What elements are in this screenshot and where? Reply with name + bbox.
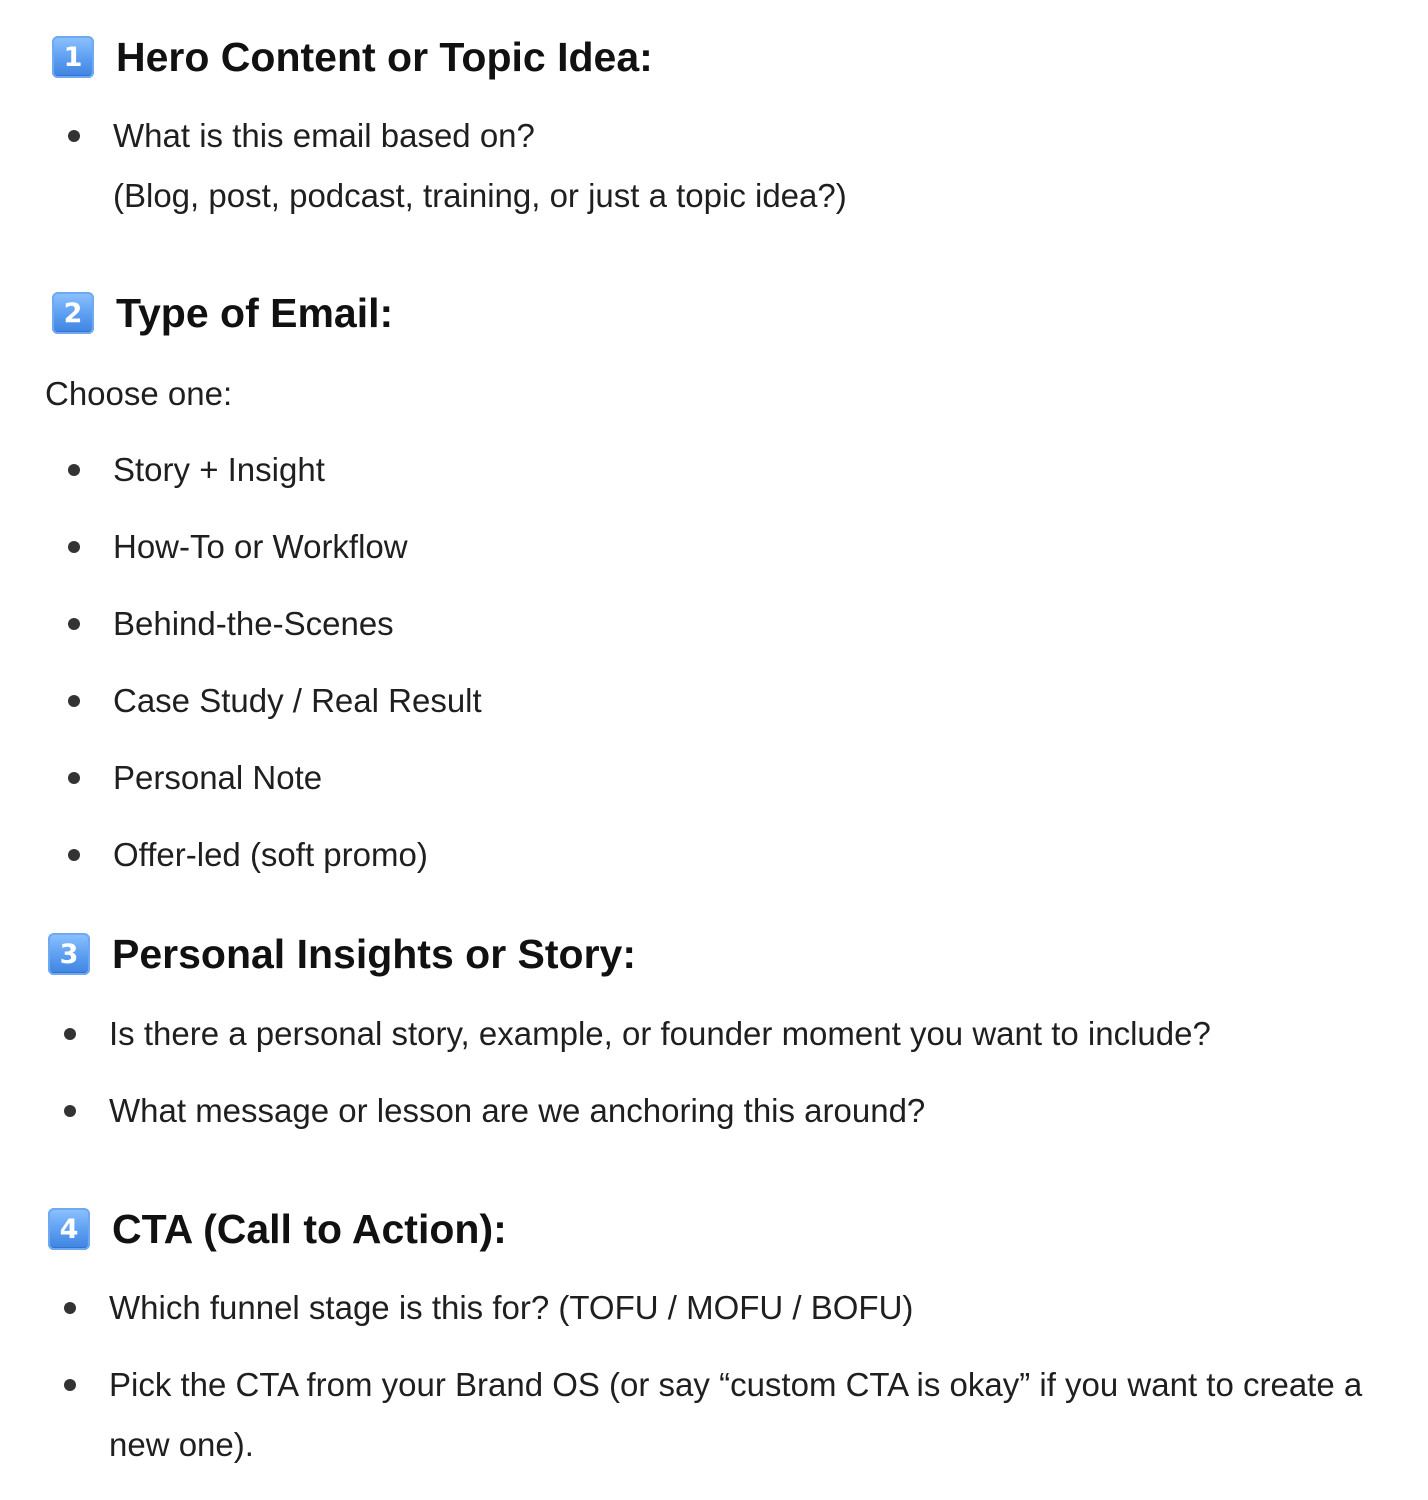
list-item-text: Case Study / Real Result: [113, 682, 482, 719]
section-title: Type of Email:: [116, 289, 394, 336]
bullet-icon: [64, 1302, 76, 1314]
bullet-icon: [64, 1105, 76, 1117]
list-item-text: Behind-the-Scenes: [113, 605, 394, 642]
list-item: [0, 527, 1428, 567]
list-item-text: How-To or Workflow: [113, 528, 408, 565]
keycap-number-3-icon: 3: [48, 933, 90, 975]
keycap-number-2-icon: 2: [52, 292, 94, 334]
bullet-icon: [68, 695, 80, 707]
list-item: [0, 116, 1428, 156]
bullet-icon: [68, 130, 80, 142]
section-heading-cta: [48, 1205, 507, 1252]
bullet-icon: [68, 849, 80, 861]
list-item-text: Which funnel stage is this for? (TOFU / MOFU / BOFU): [109, 1289, 914, 1326]
bullet-icon: [68, 464, 80, 476]
list-item: [0, 835, 1428, 875]
section-heading-type-of-email: [52, 289, 394, 336]
bullet-icon: [68, 772, 80, 784]
list-item: [0, 1091, 1428, 1131]
list-item: [0, 604, 1428, 644]
list-item: [0, 1365, 1428, 1405]
list-item-text: Personal Note: [113, 759, 323, 796]
list-item: [0, 450, 1428, 490]
list-item: [0, 681, 1428, 721]
list-item-text: What message or lesson are we anchoring this around?: [109, 1092, 926, 1129]
list-item: [0, 1014, 1428, 1054]
list-item: [0, 758, 1428, 798]
section-heading-personal-insights: [48, 930, 636, 977]
list-item-continuation: (Blog, post, podcast, training, or just a topic idea?): [113, 177, 847, 214]
keycap-number-4-icon: 4: [48, 1208, 90, 1250]
bullet-icon: [68, 541, 80, 553]
bullet-icon: [64, 1028, 76, 1040]
list-item-text: Story + Insight: [113, 451, 325, 488]
bullet-icon: [68, 618, 80, 630]
list-item-text: Is there a personal story, example, or founder moment you want to include?: [109, 1015, 1211, 1052]
section-heading-hero-content: [52, 33, 653, 80]
list-item-continuation: new one).: [109, 1426, 254, 1463]
section-title: CTA (Call to Action):: [112, 1205, 507, 1252]
section-title: Personal Insights or Story:: [112, 930, 636, 977]
section-title: Hero Content or Topic Idea:: [116, 33, 653, 80]
section-intro-text: Choose one:: [45, 375, 233, 412]
bullet-icon: [64, 1379, 76, 1391]
list-item: [0, 1288, 1428, 1328]
keycap-number-1-icon: 1: [52, 36, 94, 78]
list-item-text: Pick the CTA from your Brand OS (or say “custom CTA is okay” if you want to create a: [109, 1366, 1363, 1403]
list-item-text: What is this email based on?: [113, 117, 535, 154]
list-item-text: Offer-led (soft promo): [113, 836, 428, 873]
